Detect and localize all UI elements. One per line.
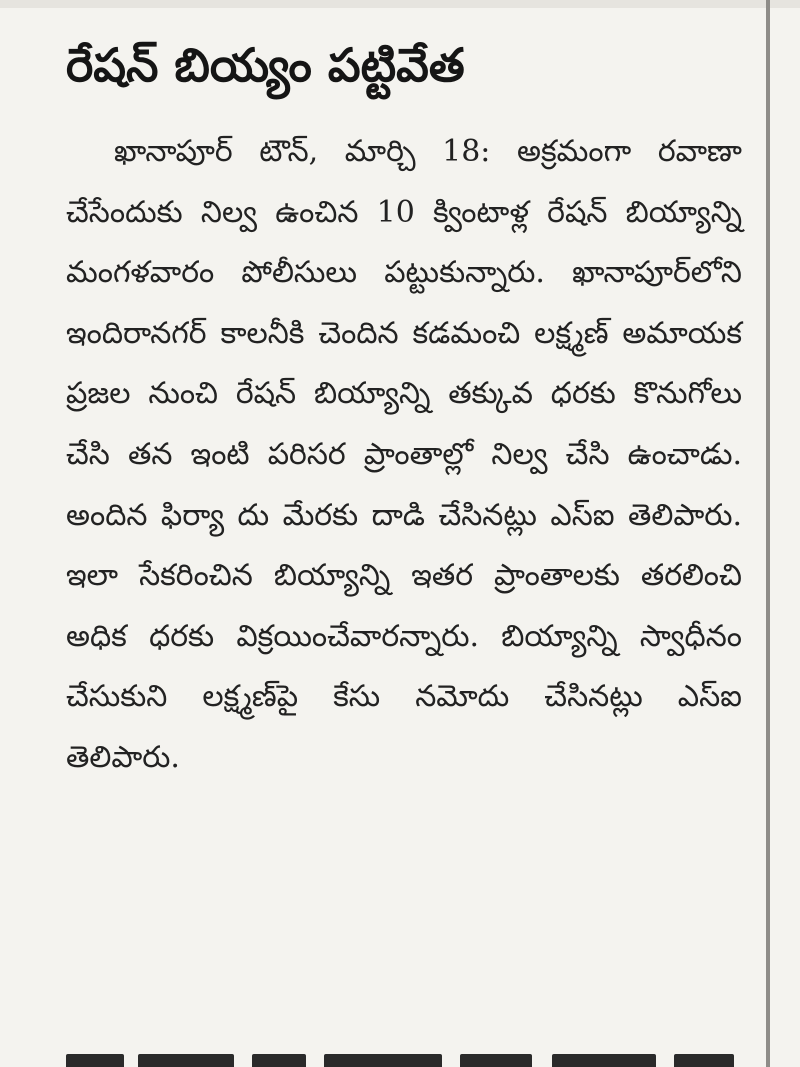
article-headline: రేషన్ బియ్యం పట్టివేత — [66, 38, 465, 92]
top-edge — [0, 0, 800, 8]
next-article-headline-fragment — [66, 1048, 742, 1067]
column-divider — [766, 0, 770, 1067]
news-article — [66, 28, 742, 789]
article-body: ఖానాపూర్ టౌన్, మార్చి 18: అక్రమంగా రవాణా చేసేందుకు నిల్వ ఉంచిన 10 క్వింటాళ్ల రేషన్ బియ్యాన్ని మంగళవారం పోలీసులు పట్టుకున్నారు. ఖానాపూర్‌లోని ఇందిరానగర్ కాలనీకి చెందిన కడమంచి లక్ష్మణ్ అమాయక ప్రజల నుంచి రేషన్ బియ్యాన్ని తక్కువ ధరకు కొనుగోలు చేసి తన ఇంటి పరిసర ప్రాంతాల్లో నిల్వ చేసి ఉంచాడు. అందిన ఫిర్యా దు మేరకు దాడి చేసినట్లు ఎస్ఐ తెలిపారు. ఇలా సేకరించిన బియ్యాన్ని ఇతర ప్రాంతాలకు తరలించి అధిక ధరకు విక్రయించేవారన్నారు. బియ్యాన్ని స్వాధీనం చేసుకుని లక్ష్మణ్‌పై కేసు నమోదు చేసినట్లు ఎస్ఐ తెలిపారు. — [66, 134, 742, 775]
